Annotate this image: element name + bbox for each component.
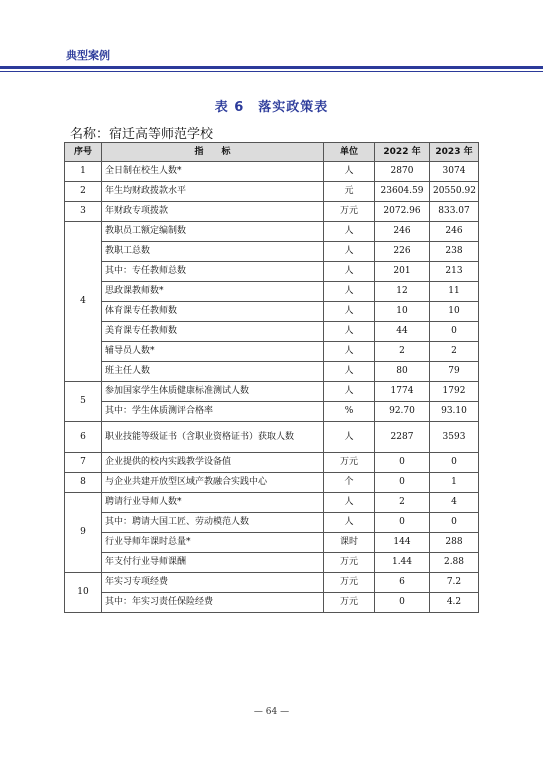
row-number: 10 (65, 573, 102, 613)
value-2022-cell: 44 (375, 322, 430, 342)
unit-cell: 人 (324, 513, 375, 533)
table-row (65, 222, 479, 242)
table-row (65, 282, 479, 302)
unit-cell: 人 (324, 493, 375, 513)
unit-cell: 人 (324, 382, 375, 402)
value-2023-cell: 79 (430, 362, 479, 382)
table-row (65, 182, 479, 202)
table-body (65, 162, 479, 613)
indicator-cell: 思政课教师数* (102, 282, 324, 302)
value-2022-cell: 10 (375, 302, 430, 322)
value-2022-cell: 2 (375, 342, 430, 362)
value-2023-cell: 1 (430, 473, 479, 493)
value-2022-cell: 1.44 (375, 553, 430, 573)
unit-cell: 元 (324, 182, 375, 202)
unit-cell: 万元 (324, 453, 375, 473)
value-2022-cell: 6 (375, 573, 430, 593)
value-2023-cell: 3593 (430, 422, 479, 453)
indicator-cell: 全日制在校生人数* (102, 162, 324, 182)
unit-cell: 人 (324, 282, 375, 302)
row-number: 2 (65, 182, 102, 202)
unit-cell: 万元 (324, 553, 375, 573)
indicator-cell: 美育课专任教师数 (102, 322, 324, 342)
value-2023-cell: 1792 (430, 382, 479, 402)
value-2023-cell: 10 (430, 302, 479, 322)
value-2022-cell: 92.70 (375, 402, 430, 422)
section-label: 典型案例 (66, 49, 110, 62)
value-2022-cell: 0 (375, 473, 430, 493)
indicator-cell: 其中：专任教师总数 (102, 262, 324, 282)
table-title: 表 6 落实政策表 (214, 100, 329, 115)
indicator-cell: 年支付行业导师课酬 (102, 553, 324, 573)
value-2022-cell: 0 (375, 513, 430, 533)
row-number: 5 (65, 382, 102, 422)
value-2022-cell: 144 (375, 533, 430, 553)
indicator-cell: 其中：学生体质测评合格率 (102, 402, 324, 422)
table-row (65, 573, 479, 593)
indicator-cell: 其中：年实习责任保险经费 (102, 593, 324, 613)
unit-cell: 人 (324, 162, 375, 182)
row-number: 9 (65, 493, 102, 573)
row-number: 8 (65, 473, 102, 493)
table-row (65, 362, 479, 382)
table-row (65, 202, 479, 222)
indicator-cell: 班主任人数 (102, 362, 324, 382)
column-header-no: 序号 (65, 143, 102, 162)
unit-cell: 人 (324, 242, 375, 262)
header-rule (0, 66, 543, 69)
column-header-indicator: 指 标 (102, 143, 324, 162)
value-2022-cell: 2870 (375, 162, 430, 182)
row-number: 3 (65, 202, 102, 222)
value-2022-cell: 0 (375, 453, 430, 473)
indicator-cell: 企业提供的校内实践教学设备值 (102, 453, 324, 473)
value-2023-cell: 2.88 (430, 553, 479, 573)
table-row (65, 262, 479, 282)
indicator-cell: 职业技能等级证书（含职业资格证书）获取人数 (102, 422, 324, 453)
value-2022-cell: 80 (375, 362, 430, 382)
school-name: 名称：宿迁高等师范学校 (70, 127, 214, 142)
value-2023-cell: 2 (430, 342, 479, 362)
value-2023-cell: 0 (430, 322, 479, 342)
table-row (65, 162, 479, 182)
value-2023-cell: 11 (430, 282, 479, 302)
unit-cell: % (324, 402, 375, 422)
value-2023-cell: 0 (430, 513, 479, 533)
indicator-cell: 年生均财政拨款水平 (102, 182, 324, 202)
value-2022-cell: 2287 (375, 422, 430, 453)
value-2023-cell: 238 (430, 242, 479, 262)
table-row (65, 533, 479, 553)
indicator-cell: 年财政专项拨款 (102, 202, 324, 222)
unit-cell: 课时 (324, 533, 375, 553)
value-2023-cell: 4 (430, 493, 479, 513)
table-row (65, 342, 479, 362)
row-number: 7 (65, 453, 102, 473)
table-header-row (65, 143, 479, 162)
value-2023-cell: 246 (430, 222, 479, 242)
unit-cell: 人 (324, 422, 375, 453)
indicator-cell: 年实习专项经费 (102, 573, 324, 593)
unit-cell: 万元 (324, 593, 375, 613)
value-2022-cell: 1774 (375, 382, 430, 402)
table-row (65, 382, 479, 402)
unit-cell: 人 (324, 222, 375, 242)
indicator-cell: 辅导员人数* (102, 342, 324, 362)
unit-cell: 万元 (324, 202, 375, 222)
row-number: 4 (65, 222, 102, 382)
indicator-cell: 聘请行业导师人数* (102, 493, 324, 513)
page-number: — 64 — (253, 707, 290, 717)
value-2023-cell: 3074 (430, 162, 479, 182)
column-header-2023: 2023 年 (430, 143, 479, 162)
policy-table (64, 142, 479, 613)
value-2023-cell: 288 (430, 533, 479, 553)
indicator-cell: 体育课专任教师数 (102, 302, 324, 322)
table-row (65, 593, 479, 613)
value-2022-cell: 2 (375, 493, 430, 513)
row-number: 1 (65, 162, 102, 182)
value-2022-cell: 226 (375, 242, 430, 262)
column-header-unit: 单位 (324, 143, 375, 162)
unit-cell: 人 (324, 262, 375, 282)
indicator-cell: 参加国家学生体质健康标准测试人数 (102, 382, 324, 402)
header-rule-thin (0, 71, 543, 72)
unit-cell: 个 (324, 473, 375, 493)
unit-cell: 人 (324, 322, 375, 342)
value-2023-cell: 20550.92 (430, 182, 479, 202)
value-2023-cell: 93.10 (430, 402, 479, 422)
value-2023-cell: 7.2 (430, 573, 479, 593)
table-row (65, 453, 479, 473)
value-2022-cell: 246 (375, 222, 430, 242)
unit-cell: 人 (324, 362, 375, 382)
value-2023-cell: 213 (430, 262, 479, 282)
value-2022-cell: 2072.96 (375, 202, 430, 222)
value-2023-cell: 0 (430, 453, 479, 473)
table-row (65, 422, 479, 453)
value-2022-cell: 12 (375, 282, 430, 302)
table-row (65, 302, 479, 322)
unit-cell: 万元 (324, 573, 375, 593)
unit-cell: 人 (324, 302, 375, 322)
indicator-cell: 教职员工额定编制数 (102, 222, 324, 242)
column-header-2022: 2022 年 (375, 143, 430, 162)
value-2022-cell: 0 (375, 593, 430, 613)
value-2023-cell: 833.07 (430, 202, 479, 222)
row-number: 6 (65, 422, 102, 453)
value-2022-cell: 201 (375, 262, 430, 282)
indicator-cell: 教职工总数 (102, 242, 324, 262)
table-row (65, 242, 479, 262)
value-2023-cell: 4.2 (430, 593, 479, 613)
value-2022-cell: 23604.59 (375, 182, 430, 202)
unit-cell: 人 (324, 342, 375, 362)
indicator-cell: 行业导师年课时总量* (102, 533, 324, 553)
table-row (65, 553, 479, 573)
indicator-cell: 与企业共建开放型区域产教融合实践中心 (102, 473, 324, 493)
table-row (65, 402, 479, 422)
table-row (65, 473, 479, 493)
indicator-cell: 其中：聘请大国工匠、劳动模范人数 (102, 513, 324, 533)
table-row (65, 322, 479, 342)
table-row (65, 493, 479, 513)
table-row (65, 513, 479, 533)
